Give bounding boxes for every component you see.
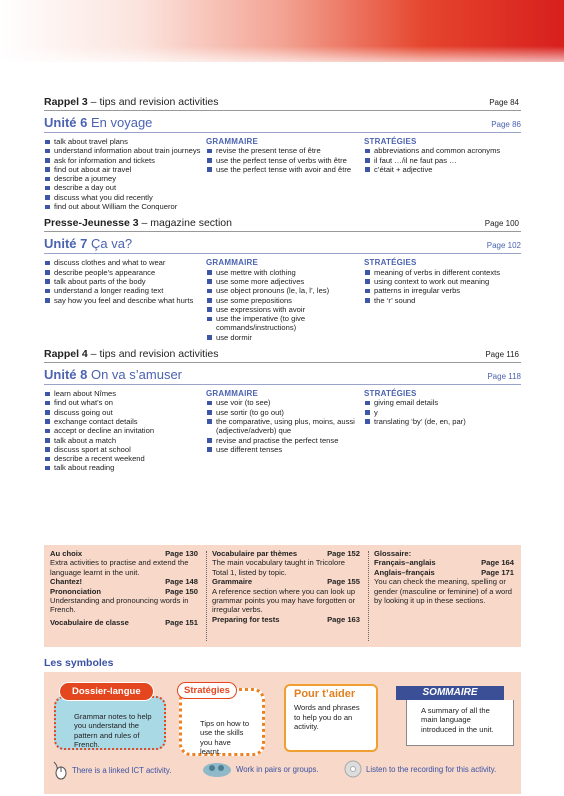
symboles-heading: Les symboles — [44, 657, 114, 669]
prononciation-desc: Understanding and pronouncing words in French. — [50, 596, 189, 615]
unite8-strategies-heading: STRATÉGIES — [364, 389, 417, 399]
anglais-francais-page: Page 171 — [481, 567, 514, 577]
dossier-langue-label: Dossier-langue — [59, 682, 154, 701]
chantez-title: Chantez! — [50, 577, 83, 587]
list-item: describe a recent weekend — [44, 454, 206, 463]
reference-col-2 — [212, 549, 360, 624]
unite8-grammaire-list — [206, 398, 364, 454]
list-item: use expressions with avoir — [206, 305, 364, 314]
prononciation-page: Page 150 — [165, 586, 198, 596]
list-item: talk about travel plans — [44, 137, 206, 146]
rappel4-row — [44, 348, 521, 363]
contents-list — [44, 96, 521, 479]
listen-legend — [344, 760, 496, 778]
unite6-objectives — [44, 137, 206, 211]
list-item: abbreviations and common acronyms — [364, 146, 521, 155]
unite7-name: Ça va? — [90, 236, 133, 252]
unite8-header — [44, 367, 521, 385]
rappel4-subtitle: – tips and revision activities — [87, 348, 219, 361]
unite7-strategies-heading: STRATÉGIES — [364, 258, 417, 268]
list-item: use the perfect tense of verbs with être — [206, 156, 364, 165]
list-item: il faut …/il ne faut pas … — [364, 156, 521, 165]
grammaire-ref-desc: A reference section where you can look up grammar points you may have forgotten or irregular verbs. — [212, 586, 356, 615]
list-item: use some more adjectives — [206, 277, 364, 286]
list-item: say how you feel and describe what hurts — [44, 296, 206, 305]
unite7-strategies-list — [364, 268, 521, 305]
pairs-icon — [202, 760, 232, 778]
pairs-legend — [202, 760, 319, 778]
list-item: use the imperative (to give commands/instructions) — [206, 314, 364, 333]
list-item: use dormir — [206, 333, 364, 342]
list-item: the comparative, using plus, moins, aussi (adjective/adverb) que — [206, 417, 364, 436]
unite6-page: Page 86 — [491, 120, 521, 129]
unite6-label: Unité 6 — [44, 115, 88, 130]
list-item: find out about William the Conqueror — [44, 202, 206, 211]
vocab-themes-page: Page 152 — [327, 549, 360, 558]
unite6-strategies-list — [364, 146, 521, 174]
sommaire-desc: A summary of all the main language introduced in the unit. — [421, 706, 494, 734]
list-item: discuss clothes and what to wear — [44, 258, 206, 267]
presse3-row — [44, 217, 521, 232]
list-item: find out about air travel — [44, 165, 206, 174]
list-item: talk about reading — [44, 463, 206, 472]
list-item: use object pronouns (le, la, l’, les) — [206, 286, 364, 295]
list-item: find out what’s on — [44, 398, 206, 407]
list-item: revise the present tense of être — [206, 146, 364, 155]
list-item: talk about parts of the body — [44, 277, 206, 286]
pour-taider-desc: Words and phrases to help you do an activity. — [294, 703, 360, 731]
list-item: use voir (to see) — [206, 398, 364, 407]
list-item: translating ‘by’ (de, en, par) — [364, 417, 521, 426]
unite6-strategies-heading: STRATÉGIES — [364, 137, 417, 146]
unite7-grammaire-list — [206, 268, 364, 342]
list-item: use some prepositions — [206, 296, 364, 305]
reference-divider-1 — [206, 551, 207, 641]
unite6-grammaire-list — [206, 146, 364, 174]
vocab-themes-desc: The main vocabulary taught in Tricolore Total 1, listed by topic. — [212, 558, 345, 577]
reference-col-1 — [50, 549, 198, 627]
header-banner-fade — [0, 46, 564, 70]
list-item: ask for information and tickets — [44, 156, 206, 165]
unite8-objectives — [44, 389, 206, 473]
grammaire-ref-page: Page 155 — [327, 577, 360, 587]
tests-title: Preparing for tests — [212, 614, 280, 624]
rappel3-row — [44, 96, 521, 111]
reference-section-box — [44, 545, 521, 647]
unite7-block — [44, 236, 521, 342]
list-item: use mettre with clothing — [206, 268, 364, 277]
chantez-page: Page 148 — [165, 577, 198, 587]
vocab-themes-title: Vocabulaire par thèmes — [212, 549, 298, 558]
unite6-name: En voyage — [90, 115, 153, 130]
prononciation-title: Prononciation — [50, 586, 102, 596]
strategies-label: Stratégies — [177, 682, 237, 699]
unite8-grammaire-heading: GRAMMAIRE — [206, 389, 259, 399]
grammaire-ref-title: Grammaire — [212, 577, 253, 587]
ict-legend-text: There is a linked ICT activity. — [72, 765, 172, 775]
cd-icon — [344, 760, 362, 778]
dossier-langue-desc: Grammar notes to help you understand the pattern and rules of French. — [74, 712, 152, 749]
pour-taider-label: Pour t’aider — [294, 688, 356, 700]
unite8-block — [44, 367, 521, 473]
francais-anglais-title: Français–anglais — [374, 558, 436, 568]
unite8-strategies-list — [364, 398, 521, 426]
list-item: understand information about train journeys — [44, 146, 206, 155]
pairs-legend-text: Work in pairs or groups. — [236, 764, 319, 774]
list-item: giving email details — [364, 398, 521, 407]
reference-col-3 — [374, 549, 514, 605]
presse3-subtitle: – magazine section — [138, 217, 232, 230]
pour-taider-box — [284, 684, 378, 752]
listen-legend-text: Listen to the recording for this activity. — [366, 764, 497, 774]
unite8-label: Unité 8 — [44, 367, 88, 383]
tests-page: Page 163 — [327, 614, 360, 624]
list-item: describe a journey — [44, 174, 206, 183]
presse3-page: Page 100 — [484, 219, 519, 229]
list-item: understand a longer reading text — [44, 286, 206, 295]
dossier-langue-box — [54, 696, 166, 750]
list-item: learn about Nîmes — [44, 389, 206, 398]
strategies-desc: Tips on how to use the skills you have learnt. — [200, 719, 250, 756]
unite8-name: On va s’amuser — [90, 367, 183, 383]
list-item: meaning of verbs in different contexts — [364, 268, 521, 277]
rappel3-title: Rappel 3 — [44, 96, 88, 108]
anglais-francais-title: Anglais–français — [374, 567, 435, 577]
mouse-icon — [52, 760, 68, 780]
vocab-classe-page: Page 151 — [165, 617, 198, 627]
list-item: talk about a match — [44, 436, 206, 445]
sommaire-box — [406, 700, 514, 746]
rappel3-subtitle: – tips and revision activities — [87, 96, 219, 108]
rappel3-page: Page 84 — [489, 98, 519, 107]
list-item: discuss going out — [44, 408, 206, 417]
list-item: patterns in irregular verbs — [364, 286, 521, 295]
unite6-header — [44, 115, 521, 133]
rappel4-title: Rappel 4 — [44, 348, 88, 361]
unite8-page: Page 118 — [487, 372, 521, 382]
auchoix-title: Au choix — [50, 549, 83, 558]
unite6-block — [44, 115, 521, 211]
unite7-page: Page 102 — [486, 241, 521, 251]
francais-anglais-page: Page 164 — [481, 558, 514, 568]
vocab-classe-title: Vocabulaire de classe — [50, 617, 129, 627]
unite7-label: Unité 7 — [44, 236, 88, 252]
list-item: revise and practise the perfect tense — [206, 436, 364, 445]
list-item: use sortir (to go out) — [206, 408, 364, 417]
reference-divider-2 — [368, 551, 369, 641]
list-item: use different tenses — [206, 445, 364, 454]
list-item: discuss what you did recently — [44, 193, 206, 202]
sommaire-label: SOMMAIRE — [396, 686, 504, 700]
auchoix-page: Page 130 — [165, 549, 198, 558]
list-item: using context to work out meaning — [364, 277, 521, 286]
unite6-grammaire-heading: GRAMMAIRE — [206, 137, 259, 146]
unite7-header — [44, 236, 521, 254]
list-item: describe a day out — [44, 183, 206, 192]
list-item: accept or decline an invitation — [44, 426, 206, 435]
unite7-grammaire-heading: GRAMMAIRE — [206, 258, 259, 268]
list-item: describe people’s appearance — [44, 268, 206, 277]
list-item: the ‘r’ sound — [364, 296, 521, 305]
unite7-objectives — [44, 258, 206, 304]
list-item: exchange contact details — [44, 417, 206, 426]
presse3-title: Presse-Jeunesse 3 — [44, 217, 139, 230]
list-item: discuss sport at school — [44, 445, 206, 454]
rappel4-page: Page 116 — [485, 350, 519, 360]
list-item: c’était + adjective — [364, 165, 521, 174]
auchoix-desc: Extra activities to practise and extend the language learnt in the unit. — [50, 558, 189, 577]
glossaire-title: Glossaire: — [374, 549, 412, 558]
glossaire-desc: You can check the meaning, spelling or gender (masculine or feminine) of a word by looking it up in these sections. — [374, 577, 513, 606]
list-item: use the perfect tense with avoir and être — [206, 165, 364, 174]
ict-legend — [52, 760, 171, 780]
list-item: y — [364, 408, 521, 417]
symboles-box — [44, 672, 521, 794]
